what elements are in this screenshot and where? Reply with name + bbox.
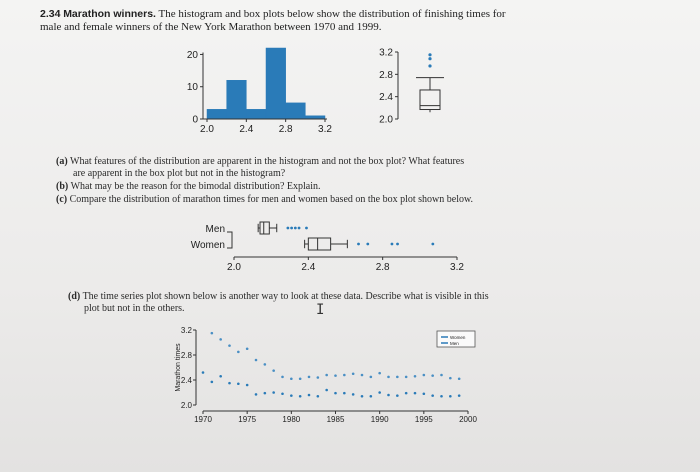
question-d-line2: plot but not in the others. xyxy=(84,303,185,314)
ts-y-axis-label: Marathon times xyxy=(175,343,182,392)
histogram-x-tick-label: 3.2 xyxy=(318,124,332,135)
ts-point-men xyxy=(361,395,364,398)
histogram-x-tick-label: 2.8 xyxy=(278,124,293,135)
ts-point-men xyxy=(387,394,390,397)
mw-outlier xyxy=(366,243,369,246)
ts-point-women xyxy=(211,332,214,335)
mw-x-tick-label: 2.4 xyxy=(301,262,316,273)
box-body xyxy=(420,90,440,110)
box-y-tick-label: 2.4 xyxy=(379,92,393,104)
ts-point-men xyxy=(396,394,399,397)
ts-point-men xyxy=(352,393,355,396)
histogram-x-tick-label: 2.4 xyxy=(239,124,254,135)
ts-x-tick-label: 1990 xyxy=(370,415,389,424)
problem-title: Marathon winners. xyxy=(63,8,156,20)
ts-point-men xyxy=(405,392,408,395)
ts-point-women xyxy=(219,338,222,341)
ts-point-men xyxy=(423,392,426,395)
ts-legend-label: Men xyxy=(450,341,459,346)
histogram-bar xyxy=(266,48,286,119)
ts-point-men xyxy=(228,382,231,385)
question-b-label: (b) xyxy=(56,181,69,192)
question-a xyxy=(56,156,656,180)
mw-box-body xyxy=(308,238,330,250)
mw-outlier xyxy=(298,227,301,230)
histogram-bar xyxy=(207,109,227,119)
histogram-y-tick-label: 10 xyxy=(186,82,198,94)
ts-legend xyxy=(437,331,475,347)
mw-x-tick-label: 3.2 xyxy=(450,262,464,273)
men-women-box-plots xyxy=(191,222,465,273)
ts-point-men xyxy=(246,384,249,387)
ts-point-women xyxy=(361,374,364,377)
ts-x-tick-label: 1980 xyxy=(282,415,301,424)
histogram-x-tick-label: 2.0 xyxy=(200,124,214,135)
question-a-label: (a) xyxy=(56,156,68,167)
histogram-bar xyxy=(246,109,266,119)
ts-point-women xyxy=(343,374,346,377)
ts-point-men xyxy=(281,392,284,395)
ts-point-women xyxy=(378,372,381,375)
ts-point-men xyxy=(343,392,346,395)
ts-point-men xyxy=(370,395,373,398)
ts-point-men xyxy=(299,395,302,398)
question-b-text: What may be the reason for the bimodal distribution? Explain. xyxy=(70,181,321,192)
ts-point-women xyxy=(237,351,240,354)
ts-point-men xyxy=(211,381,214,384)
question-c-label: (c) xyxy=(56,194,68,205)
mw-series-label-men: Men xyxy=(205,224,225,235)
ts-point-women xyxy=(228,344,231,347)
histogram xyxy=(187,48,333,135)
ts-point-men xyxy=(308,394,311,397)
ts-point-women xyxy=(317,376,320,379)
box-y-tick-label: 2.0 xyxy=(379,114,393,126)
ts-x-tick-label: 1985 xyxy=(326,415,345,424)
histogram-y-tick-label: 20 xyxy=(186,49,198,61)
time-series-plot xyxy=(175,326,477,424)
box-y-tick-label: 3.2 xyxy=(379,47,393,59)
question-b xyxy=(56,181,656,193)
histogram-bar xyxy=(286,103,306,119)
ts-x-tick-label: 2000 xyxy=(459,415,477,424)
ts-point-men xyxy=(219,375,222,378)
ts-point-men xyxy=(290,394,293,397)
mw-outlier xyxy=(357,243,360,246)
mw-x-tick-label: 2.0 xyxy=(227,262,241,273)
ts-y-tick-label: 2.8 xyxy=(180,351,192,360)
ts-x-tick-label: 1975 xyxy=(238,415,257,424)
ts-point-men xyxy=(334,392,337,395)
mw-series-label-women: Women xyxy=(190,240,225,251)
text-cursor-icon: I xyxy=(316,302,325,318)
ts-point-women xyxy=(370,376,373,379)
ts-point-women xyxy=(299,377,302,380)
problem-intro-line2: male and female winners of the New York Marathon between 1970 and 1999. xyxy=(40,21,382,33)
ts-point-women xyxy=(255,359,258,362)
ts-point-men xyxy=(317,395,320,398)
ts-point-men xyxy=(202,371,205,374)
box-outlier xyxy=(428,53,431,56)
ts-point-women xyxy=(431,374,434,377)
problem-intro-line1: The histogram and box plots below show the distribution of finishing times for xyxy=(158,8,506,20)
mw-outlier xyxy=(290,227,293,230)
ts-point-men xyxy=(440,395,443,398)
ts-legend-label: Women xyxy=(450,335,466,340)
problem-number: 2.34 xyxy=(40,8,61,20)
ts-point-women xyxy=(449,377,452,380)
ts-point-men xyxy=(264,392,267,395)
mw-outlier xyxy=(286,227,289,230)
ts-point-women xyxy=(414,375,417,378)
ts-point-women xyxy=(396,376,399,379)
ts-y-tick-label: 2.4 xyxy=(180,376,192,385)
ts-x-tick-label: 1995 xyxy=(414,415,433,424)
ts-point-women xyxy=(334,374,337,377)
ts-point-men xyxy=(449,395,452,398)
question-d xyxy=(68,291,668,315)
ts-point-men xyxy=(237,382,240,385)
ts-point-women xyxy=(440,374,443,377)
ts-point-men xyxy=(255,393,258,396)
ts-point-women xyxy=(272,369,275,372)
mw-outlier xyxy=(294,227,297,230)
mw-outlier xyxy=(391,243,394,246)
ts-point-women xyxy=(281,376,284,379)
question-d-label: (d) xyxy=(68,291,81,302)
ts-point-men xyxy=(458,394,461,397)
mw-box-body xyxy=(260,222,269,234)
ts-point-men xyxy=(378,391,381,394)
mw-outlier xyxy=(431,243,434,246)
ts-point-men xyxy=(325,389,328,392)
mw-outlier xyxy=(305,227,308,230)
ts-point-women xyxy=(423,374,426,377)
question-c-text: Compare the distribution of marathon times for men and women based on the box plot shown below. xyxy=(69,194,474,205)
ts-point-women xyxy=(264,363,267,366)
ts-point-women xyxy=(387,376,390,379)
question-d-line1: The time series plot shown below is another way to look at these data. Describe what is visible in this xyxy=(82,291,489,302)
mw-label-bracket xyxy=(227,232,232,248)
mw-x-tick-label: 2.8 xyxy=(375,262,390,273)
ts-point-men xyxy=(272,391,275,394)
histogram-bar xyxy=(227,80,247,119)
box-y-tick-label: 2.8 xyxy=(379,69,393,81)
question-a-line2: are apparent in the box plot but not in the histogram? xyxy=(73,168,286,179)
ts-point-men xyxy=(431,394,434,397)
ts-point-women xyxy=(352,372,355,375)
ts-y-tick-label: 2.0 xyxy=(180,401,192,410)
question-c xyxy=(56,194,656,206)
ts-point-women xyxy=(458,377,461,380)
histogram-y-tick-label: 0 xyxy=(192,114,198,126)
box-outlier xyxy=(428,64,431,67)
ts-point-men xyxy=(414,392,417,395)
question-a-line1: What features of the distribution are apparent in the histogram and not the box plot? What features xyxy=(70,156,465,167)
ts-point-women xyxy=(290,377,293,380)
ts-y-tick-label: 3.2 xyxy=(180,326,192,335)
ts-point-women xyxy=(405,376,408,379)
ts-point-women xyxy=(325,374,328,377)
mw-outlier xyxy=(396,243,399,246)
ts-x-tick-label: 1970 xyxy=(194,415,212,424)
overall-box-plot xyxy=(379,48,444,126)
box-outlier xyxy=(428,57,431,60)
ts-point-women xyxy=(246,347,249,350)
ts-point-women xyxy=(308,376,311,379)
